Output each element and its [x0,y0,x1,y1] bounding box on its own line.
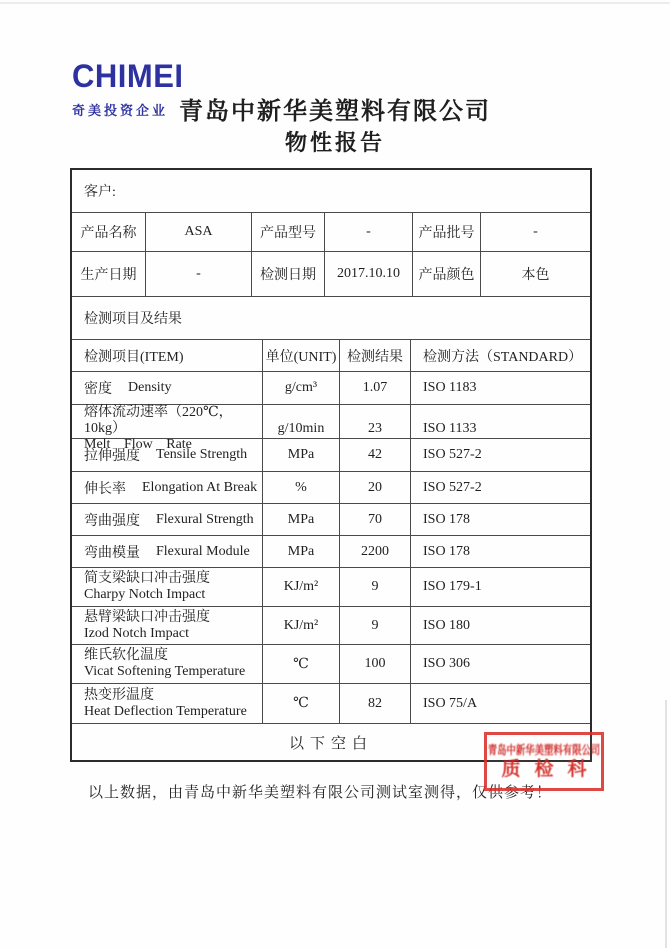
results-header-row [72,340,590,372]
item-en: Izod Notch Impact [84,625,189,641]
footer-disclaimer: 以上数据，由青岛中新华美塑料有限公司测试室测得，仅供参考！ [88,785,553,801]
product-color-label: 产品颜色 [413,252,481,296]
customer-label: 客户: [84,185,116,200]
table-row-tensile [72,439,590,472]
item-zh: 弯曲强度 [84,513,140,529]
unit-value: KJ/m² [263,568,340,606]
table-row-charpy [72,568,590,607]
standard-value: ISO 178 [423,543,471,559]
chimei-logo-text: CHIMEI [72,58,184,95]
table-row-elongation [72,472,590,504]
standard-value: ISO 306 [423,656,471,671]
result-value: 23 [340,405,411,453]
test-date-label: 检测日期 [252,252,325,296]
result-value: 70 [340,504,411,535]
test-date-value: 2017.10.10 [325,252,413,296]
date-info-row [72,252,590,297]
standard-value: ISO 179-1 [423,579,482,594]
unit-value: % [263,472,340,503]
item-zh: 拉伸强度 [84,449,140,464]
item-en: Flexural Strength [156,511,254,527]
product-model-label: 产品型号 [252,213,325,251]
standard-value: ISO 1183 [423,380,477,395]
product-name-value: ASA [146,213,252,251]
qc-stamp-company-line: 青岛中新华美塑料有限公司 [487,742,601,757]
unit-value: MPa [263,504,340,535]
company-name-title: 青岛中新华美塑料有限公司 [179,99,491,125]
blank-below-row: 以下空白 [288,735,373,752]
standard-value: ISO 180 [423,617,471,633]
standard-value: ISO 178 [423,511,471,527]
standard-value: ISO 1133 [423,421,477,436]
result-value: 9 [340,568,411,606]
product-batch-value: - [533,224,538,239]
item-en: Elongation At Break [142,479,258,495]
item-en: Vicat Softening Temperature [84,664,246,679]
qc-stamp-department-line: 质检科 [501,758,601,780]
table-row-flexural-strength [72,504,590,536]
result-value: 42 [340,439,411,471]
table-row-density [72,372,590,405]
item-en: Melt Flow Rate [84,437,192,452]
scan-edge-right [665,700,667,948]
result-value: 20 [340,472,411,503]
table-row-melt-flow [72,405,590,452]
product-batch-label: 产品批号 [413,213,481,251]
item-en: Tensile Strength [156,447,248,462]
product-model-value: - [325,213,413,251]
item-zh: 悬臂梁缺口冲击强度 [84,609,210,625]
product-info-row [72,213,590,252]
item-en: Density [128,380,172,395]
unit-value: KJ/m² [263,607,340,644]
production-date-label: 生产日期 [72,252,146,296]
result-value: 82 [340,684,411,723]
result-value: 9 [340,607,411,644]
standard-value: ISO 75/A [423,695,478,711]
item-zh: 密度 [84,382,112,397]
unit-value: g/10min [263,405,340,453]
table-row-vicat [72,645,590,684]
report-titles [0,97,670,158]
item-zh: 维氏软化温度 [84,648,168,663]
results-section-title: 检测项目及结果 [72,297,590,340]
col-header-result: 检测结果 [340,340,411,371]
item-en: Heat Deflection Temperature [84,703,247,719]
item-zh: 伸长率 [84,481,126,497]
logo-subtitle: 奇美投资企业 [72,103,169,118]
item-en: Flexural Module [156,543,250,559]
qc-stamp [484,732,604,791]
standard-value: ISO 527-2 [423,447,482,462]
table-row-hdt [72,684,590,724]
report-type-title: 物性报告 [284,130,385,155]
unit-value: MPa [263,536,340,567]
production-date-value: - [146,252,252,296]
product-name-label: 产品名称 [72,213,146,251]
result-value: 100 [340,645,411,683]
item-en: Charpy Notch Impact [84,587,206,602]
scan-edge-top [0,2,670,4]
property-report-table [70,168,592,762]
col-header-item: 检测项目(ITEM) [72,340,263,371]
col-header-standard: 检测方法（STANDARD） [423,349,583,365]
unit-value: g/cm³ [263,372,340,404]
item-zh: 简支梁缺口冲击强度 [84,571,210,586]
col-header-unit: 单位(UNIT) [263,340,340,371]
unit-value: MPa [263,439,340,471]
item-zh: 弯曲模量 [84,545,140,561]
unit-value: ℃ [263,645,340,683]
product-color-value: 本色 [521,268,550,283]
result-value: 1.07 [340,372,411,404]
unit-value: ℃ [263,684,340,723]
table-row-izod [72,607,590,645]
standard-value: ISO 527-2 [423,479,482,495]
item-zh: 热变形温度 [84,687,154,703]
customer-row [72,170,590,213]
table-row-flexural-module [72,536,590,568]
result-value: 2200 [340,536,411,567]
item-zh: 熔体流动速率（220℃，10kg） [84,405,233,436]
